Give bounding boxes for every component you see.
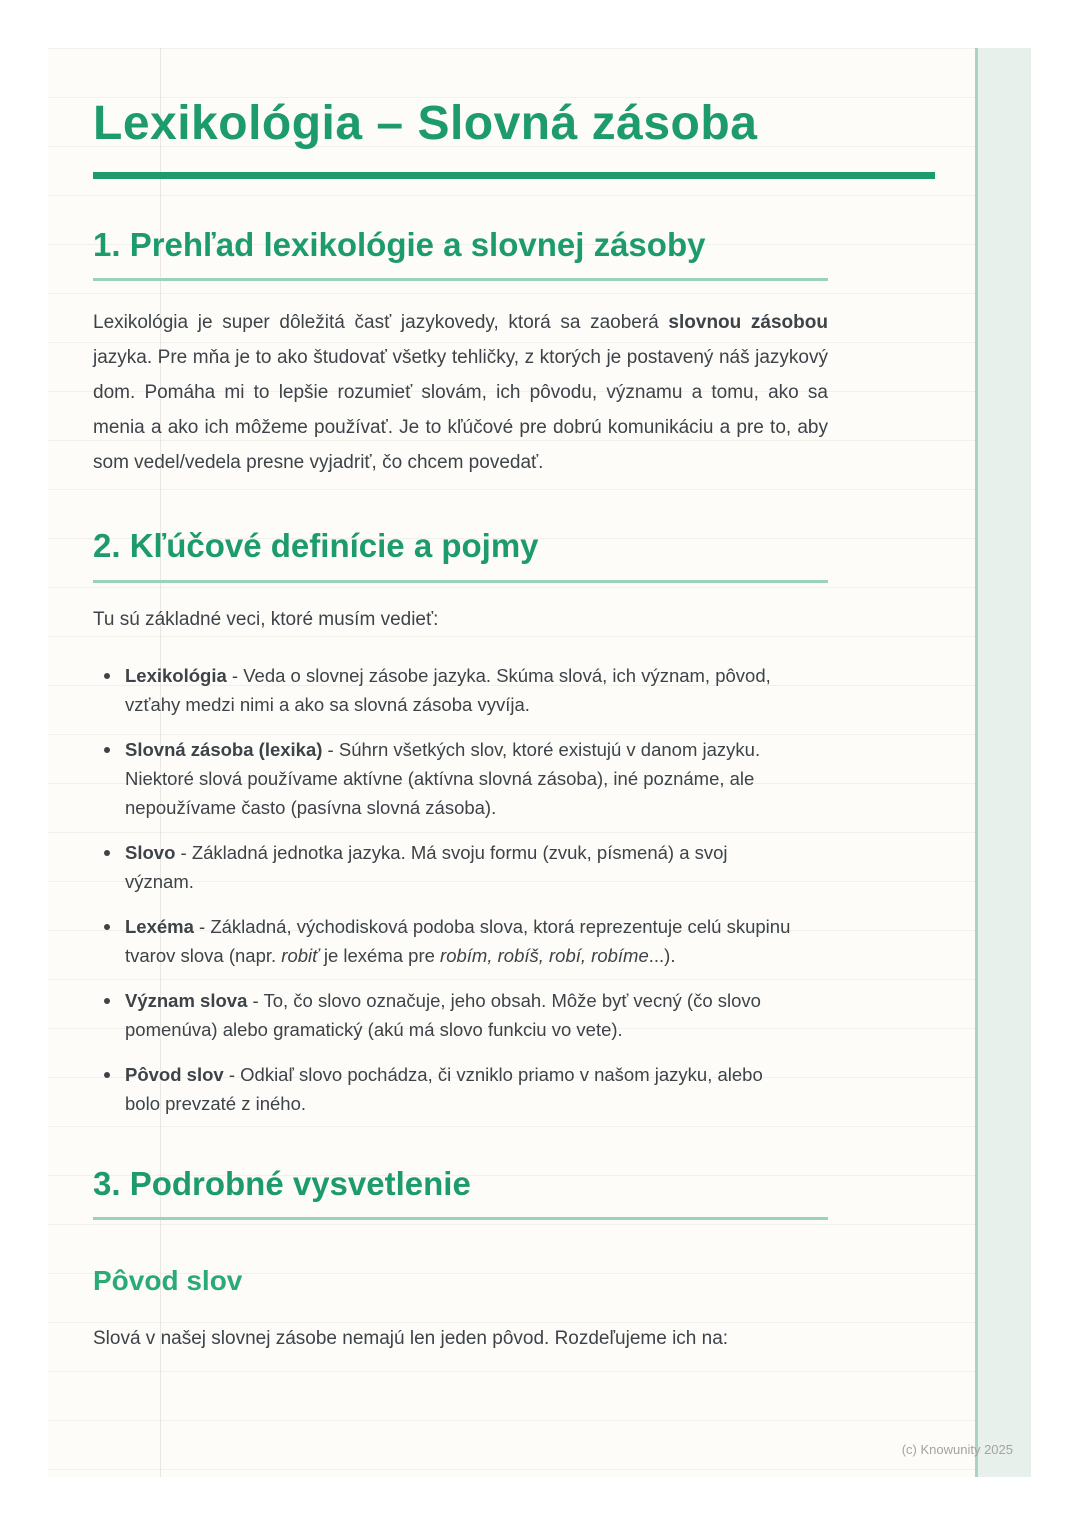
section-3-heading: 3. Podrobné vysvetlenie bbox=[93, 1164, 471, 1202]
section-1-underline bbox=[93, 278, 828, 281]
right-accent-stripe bbox=[975, 48, 1031, 1477]
page-content bbox=[93, 48, 828, 1354]
list-item-lexikologia: Lexikológia - Veda o slovnej zásobe jazyka. Skúma slová, ich význam, pôvod, vzťahy medzi nimi a ako sa slovná zásoba vyvíja. bbox=[93, 661, 793, 719]
section-3-underline bbox=[93, 1217, 828, 1220]
list-item-slovo: Slovo - Základná jednotka jazyka. Má svoju formu (zvuk, písmená) a svoj význam. bbox=[93, 838, 793, 896]
definitions-list bbox=[93, 661, 828, 1118]
copyright-notice: (c) Knowunity 2025 bbox=[901, 1442, 1013, 1457]
document-page bbox=[48, 48, 1031, 1477]
list-item-povod-slov: Pôvod slov - Odkiaľ slovo pochádza, či vzniklo priamo v našom jazyku, alebo bolo prevzaté z iného. bbox=[93, 1060, 793, 1118]
section-2-underline bbox=[93, 580, 828, 583]
section-2-heading: 2. Kľúčové definície a pojmy bbox=[93, 527, 539, 565]
section-1-paragraph: Lexikológia je super dôležitá časť jazykovedy, ktorá sa zaoberá slovnou zásobou jazyka. Pre mňa je to ako študovať všetky tehličky, z ktorých je postavený náš jazykový dom. Pomáha mi to lepšie rozumieť slovám, ich pôvodu, významu a tomu, ako sa menia a ako ich môžeme používať. Je to kľúčové pre dobrú komunikáciu a pre to, aby som vedel/vedela presne vyjadriť, čo chcem povedať. bbox=[93, 312, 828, 474]
title-underline bbox=[93, 172, 935, 179]
section-1-heading: 1. Prehľad lexikológie a slovnej zásoby bbox=[93, 226, 706, 263]
list-item-lexema: Lexéma - Základná, východisková podoba slova, ktorá reprezentuje celú skupinu tvarov slova (napr. robiť je lexéma pre robím, robíš, robí, robíme...). bbox=[93, 912, 793, 970]
section-3-paragraph: Slová v našej slovnej zásobe nemajú len jeden pôvod. Rozdeľujeme ich na: bbox=[93, 1327, 729, 1349]
page-title: Lexikológia – Slovná zásoba bbox=[93, 97, 758, 150]
list-item-vyznam-slova: Význam slova - To, čo slovo označuje, jeho obsah. Môže byť vecný (čo slovo pomenúva) alebo gramatický (akú má slovo funkciu vo vete). bbox=[93, 986, 793, 1044]
list-item-slovna-zasoba: Slovná zásoba (lexika) - Súhrn všetkých slov, ktoré existujú v danom jazyku. Niektoré slová používame aktívne (aktívna slovná zásoba), iné poznáme, ale nepoužívame často (pasívna slovná zásoba). bbox=[93, 735, 793, 822]
subsection-povod-slov-heading: Pôvod slov bbox=[93, 1264, 243, 1296]
section-2-intro: Tu sú základné veci, ktoré musím vedieť: bbox=[93, 608, 439, 630]
